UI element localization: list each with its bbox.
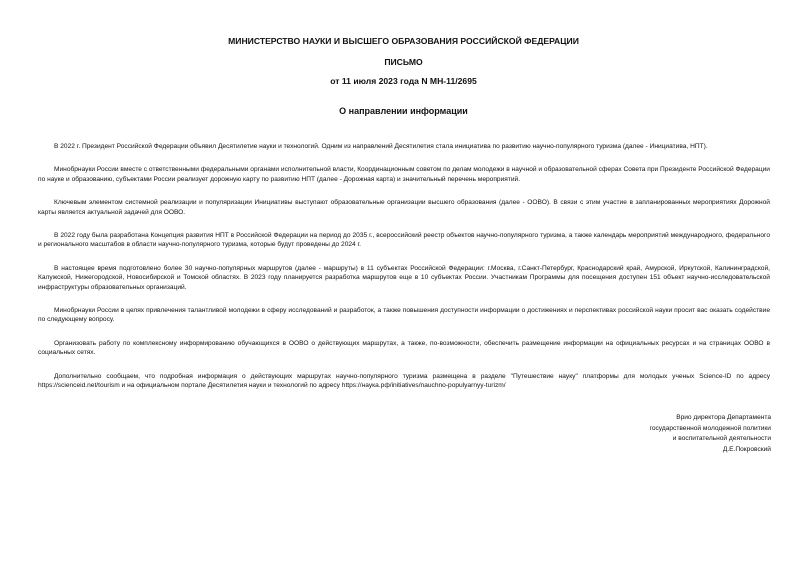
letter-body: [38, 142, 770, 405]
signatory-name: Д.Е.Покровский: [722, 445, 771, 453]
signature-block: [650, 413, 771, 455]
document-subject: О направлении информации: [339, 106, 468, 116]
paragraph-universities-role: Ключевым элементом системной реализации и популяризации Инициативы выступают образовательные организации высшего образования (далее - ООВО). В связи с этим участие в запланированных мероприятиях Дорожной карты является актуальной задачей для ООВО.: [38, 199, 770, 216]
paragraph-roadmap: Минобрнауки России вместе с ответственными федеральными органами исполнительной власти, Координационным советом по делам молодежи в научной и образовательной сферах Совета при Президенте Российской Федерации по науке и образованию, субъектами России реализует дорожную карту по развитию НПТ (далее - Дорожная карта) и значительный перечень мероприятий.: [38, 166, 770, 183]
signature-position-line-3: и воспитательной деятельности: [672, 435, 771, 443]
document-type: ПИСЬМО: [384, 57, 423, 67]
paragraph-additional-info: Дополнительно сообщаем, что подробная информация о действующих маршрутах научно-популярного туризма размещена в разделе "Путешествие науку" платформы для молодых ученых Science-ID по адресу https://scienceid.net/tourism и на официальном портале Десятилетия науки и технологий по адресу https://наука.рф/initiatives/nauchno-populyarnyy-turizm/: [38, 372, 770, 390]
ministry-title: МИНИСТЕРСТВО НАУКИ И ВЫСШЕГО ОБРАЗОВАНИЯ РОССИЙСКОЙ ФЕДЕРАЦИИ: [228, 36, 579, 46]
paragraph-decade-announcement: В 2022 г. Президент Российской Федерации объявил Десятилетие науки и технологий. Одним из направлений Десятилетия стала инициатива по развитию научно-популярного туризма (далее - Инициатива, НПТ).: [54, 143, 708, 150]
document-date-number: от 11 июля 2023 года N МН-11/2695: [330, 76, 477, 86]
paragraph-concept-2035: В 2022 году была разработана Концепция развития НПТ в Российской Федерации на период до 2035 г., всероссийский реестр объектов научно-популярного туризма, а также календарь мероприятий международного, федерального и регионального масштабов в области научно-популярного туризма, которые будут проведены до 2024 г.: [38, 232, 770, 249]
signature-position-line-2: государственной молодежной политики: [649, 424, 771, 432]
paragraph-request: Минобрнауки России в целях привлечения талантливой молодежи в сферу исследований и разработок, а также повышения доступности информации о достижениях и перспективах российской науки просит вас оказать содействие по следующему вопросу.: [38, 307, 770, 324]
paragraph-routes: В настоящее время подготовлено более 30 научно-популярных маршрутов (далее - маршруты) в 11 субъектах Российской Федерации: г.Москва, г.Санкт-Петербург, Краснодарский край, Амурской, Иркутской, Калининградской, Калужской, Нижегородской, Новосибирской и Томской областях. В 2023 году планируется разработка маршрутов еще в 10 субъектах России. Участникам Программы для посещения доступен 151 объект научно-исследовательской инфраструктуры образовательных организаций.: [38, 264, 770, 291]
paragraph-organize-informing: Организовать работу по комплексному информированию обучающихся в ООВО о действующих маршрутах, а также, по-возможности, обеспечить размещение информации на официальных ресурсах и на страницах ООВО в социальных сетях.: [38, 339, 770, 357]
signature-position-line-1: Врио директора Департамента: [676, 414, 771, 421]
